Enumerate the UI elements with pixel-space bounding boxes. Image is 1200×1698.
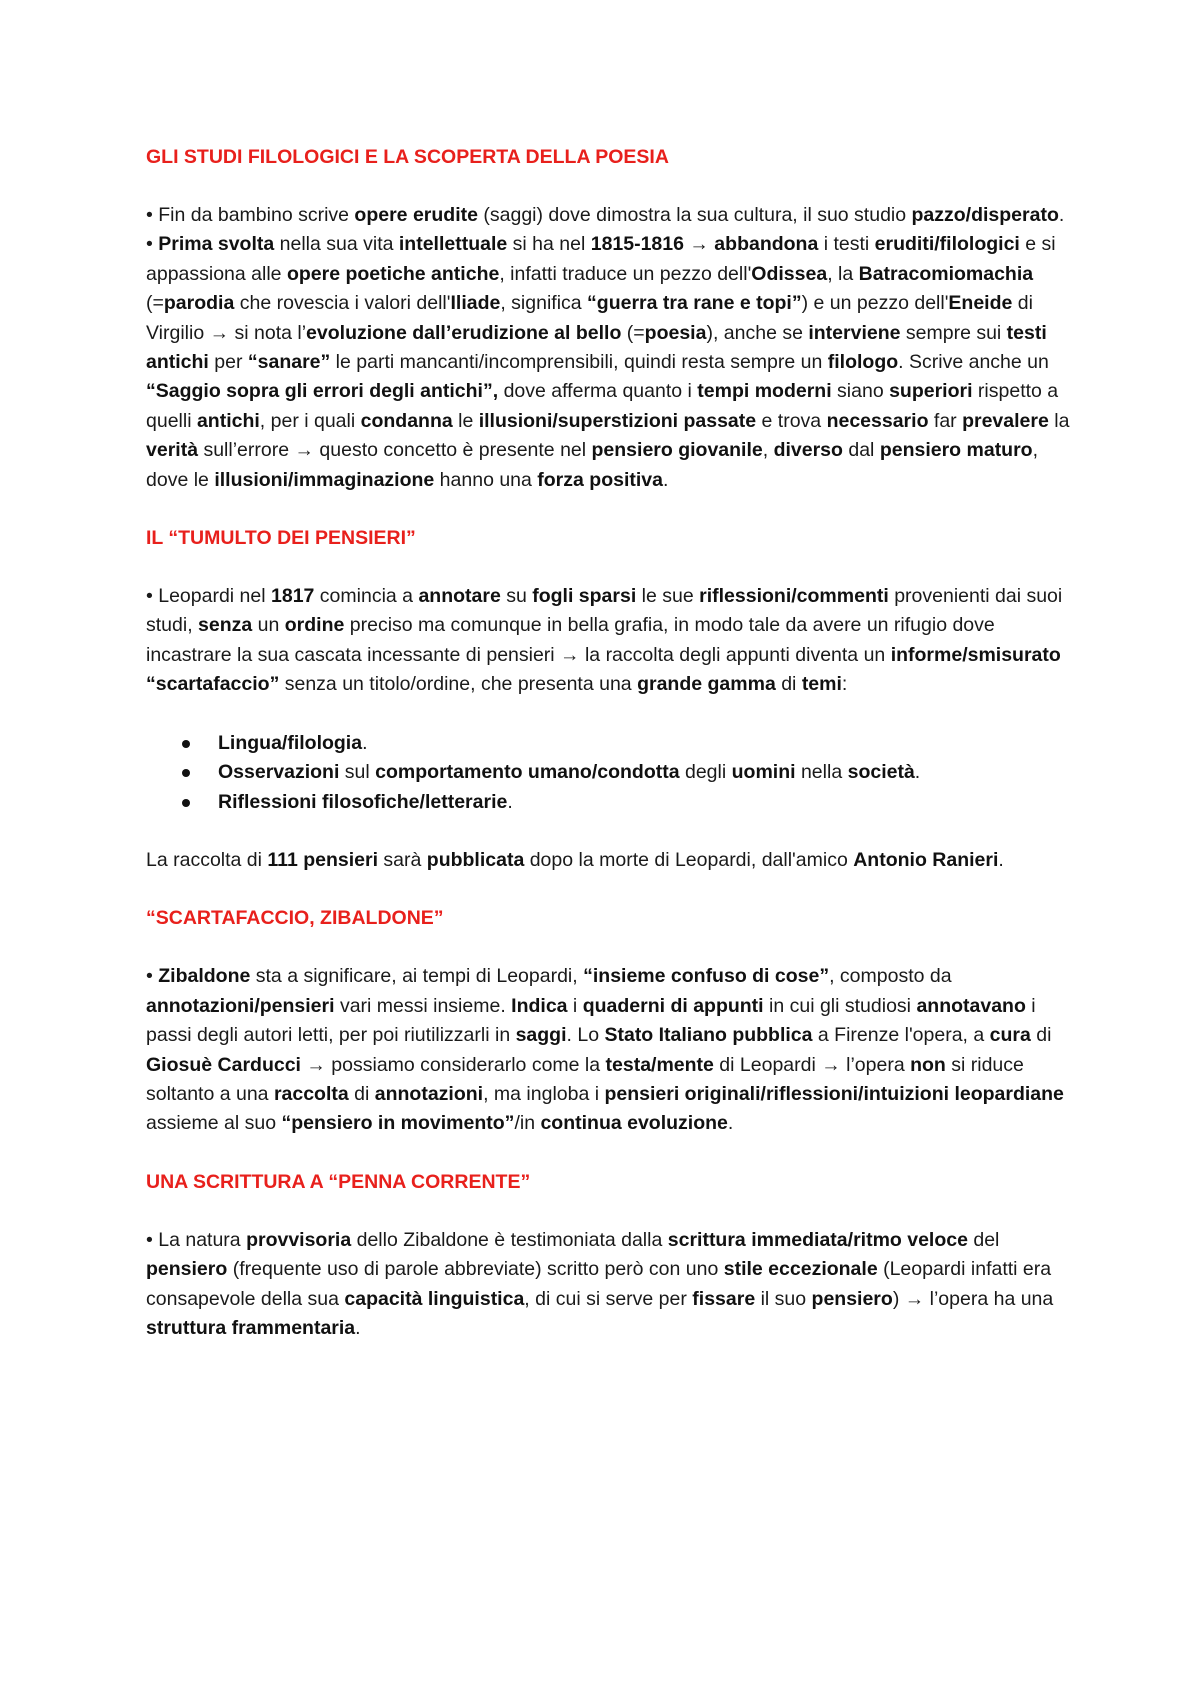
text-run: .: [727, 1112, 734, 1135]
bold-text: verità: [146, 439, 199, 462]
bold-text: intellettuale: [398, 233, 508, 256]
text-run: di: [348, 1082, 375, 1105]
list-item: [182, 788, 1080, 817]
text-run: siano: [831, 380, 890, 403]
text-run: (Leopardi infatti era consapevole della sua: [146, 1258, 1052, 1310]
text-run: . Lo: [566, 1024, 605, 1047]
bold-text: quaderni di appunti: [582, 994, 764, 1017]
text-run: (frequente uso di parole abbreviate) scritto però con uno: [227, 1258, 724, 1281]
list-item: [182, 758, 1080, 787]
spacer: [146, 817, 1080, 846]
bold-text: Iliade: [450, 292, 501, 315]
text-run: nella sua vita: [274, 233, 399, 256]
spacer: [146, 700, 1080, 729]
text-run: i: [567, 994, 583, 1017]
text-run: preciso ma comunque in bella grafia, in modo tale da avere un rifugio dove incastrare la sua cascata incessante di pensieri → la raccolta degli appunti diventa un: [146, 614, 995, 666]
bold-text: saggi: [515, 1024, 567, 1047]
bold-text: fissare: [692, 1287, 756, 1310]
text-run: far: [928, 409, 963, 432]
bold-text: pensiero: [146, 1258, 228, 1281]
bold-text: tempi moderni: [697, 380, 832, 403]
paragraph: [146, 230, 1080, 495]
bold-text: necessario: [826, 409, 929, 432]
text-run: , di cui si serve per: [524, 1287, 693, 1310]
bold-text: 1815-1816 → abbandona: [590, 233, 819, 256]
text-run: (saggi) dove dimostra la sua cultura, il suo studio: [477, 204, 912, 226]
bold-text: 111 pensieri: [267, 848, 378, 871]
text-run: (=: [621, 321, 645, 344]
bold-text: temi: [801, 673, 842, 696]
text-run: ,: [762, 439, 774, 462]
bold-text: forza positiva: [537, 468, 663, 491]
text-run: e trova: [756, 409, 827, 432]
text-run: , significa: [500, 292, 588, 315]
text-run: sempre sui: [900, 321, 1007, 344]
text-run: di Leopardi → l’opera: [713, 1053, 911, 1076]
text-run: .: [362, 731, 368, 754]
text-run: , ma ingloba i: [483, 1082, 605, 1105]
bold-text: pensiero maturo: [879, 439, 1033, 462]
bold-text: Stato Italiano pubblica: [604, 1024, 813, 1047]
text-run: le parti mancanti/incomprensibili, quindi resta sempre un: [330, 351, 828, 374]
bold-text: continua evoluzione: [540, 1112, 728, 1135]
bold-text: illusioni/immaginazione: [214, 468, 435, 491]
bold-text: pazzo/disperato: [911, 204, 1059, 226]
text-run: .: [507, 790, 513, 813]
bold-text: Zibaldone: [158, 965, 251, 988]
bullet-icon: [182, 799, 190, 807]
bold-text: poesia: [644, 321, 707, 344]
bold-text: interviene: [808, 321, 901, 344]
spacer: [146, 495, 1080, 524]
text-run: si ha nel: [507, 233, 591, 256]
text-run: senza un titolo/ordine, che presenta una: [279, 673, 638, 696]
bold-text: annotavano: [916, 994, 1026, 1017]
text-run: provenienti dai suoi studi,: [146, 585, 1063, 637]
bold-text: evoluzione dall’erudizione al bello: [306, 321, 622, 344]
paragraph: [146, 582, 1080, 700]
text-run: le sue: [636, 585, 700, 608]
spacer: [146, 1139, 1080, 1168]
bold-text: provvisoria: [246, 1228, 352, 1251]
paragraph: [146, 1226, 1080, 1344]
text-run: assieme al suo: [146, 1112, 282, 1135]
text-run: • La natura: [146, 1228, 247, 1251]
text-run: del: [967, 1228, 1000, 1251]
section-studi-filologici: [146, 143, 1080, 495]
bold-text: parodia: [163, 292, 235, 315]
text-run: , per i quali: [259, 409, 361, 432]
section-heading: GLI STUDI FILOLOGICI E LA SCOPERTA DELLA POESIA: [146, 146, 669, 168]
bold-text: ordine: [284, 614, 345, 637]
bold-text: senza: [198, 614, 253, 637]
bold-text: antichi: [196, 409, 260, 432]
text-run: , composto da: [829, 965, 952, 988]
text-run: •: [146, 233, 159, 256]
bold-text: prevalere: [962, 409, 1049, 432]
bold-text: superiori: [889, 380, 973, 403]
bold-text: società: [847, 761, 915, 784]
text-run: , infatti traduce un pezzo dell': [499, 262, 752, 285]
text-run: (=: [146, 292, 164, 315]
text-run: a Firenze l'opera, a: [812, 1024, 990, 1047]
bold-text: Antonio Ranieri: [853, 848, 999, 871]
bullet-icon: [182, 740, 190, 748]
text-run: dal: [842, 439, 880, 462]
bold-text: uomini: [731, 761, 796, 784]
bold-text: pensiero: [811, 1287, 893, 1310]
text-run: comincia a: [314, 585, 419, 608]
bold-text: pubblicata: [426, 848, 525, 871]
text-run: .: [914, 761, 921, 784]
section-heading: IL “TUMULTO DEI PENSIERI”: [146, 527, 416, 550]
text-run: dove afferma quanto i: [498, 380, 698, 403]
text-run: su: [500, 585, 533, 608]
spacer: [146, 1197, 1080, 1226]
bold-text: Lingua/filologia: [218, 731, 363, 754]
text-run: di: [775, 673, 802, 696]
text-run: . Scrive anche un: [898, 351, 1049, 374]
bold-text: fogli sparsi: [532, 585, 637, 608]
text-run: il suo: [755, 1287, 812, 1310]
bold-text: filologo: [827, 351, 899, 374]
text-run: • Leopardi nel: [146, 585, 271, 608]
bold-text: cura: [989, 1024, 1031, 1047]
bold-text: grande gamma: [637, 673, 776, 696]
bold-text: comportamento umano/condotta: [375, 761, 680, 784]
list-item: [182, 729, 1080, 758]
bold-text: Osservazioni: [218, 761, 340, 784]
spacer: [146, 553, 1080, 582]
bold-text: informe/smisurato “scartafaccio”: [146, 643, 1061, 696]
bold-text: riflessioni/commenti: [699, 585, 889, 608]
bold-text: pensieri originali/riflessioni/intuizioni leopardiane: [604, 1082, 1064, 1105]
bold-text: Eneide: [948, 292, 1013, 315]
bold-text: scrittura immediata/ritmo veloce: [667, 1228, 968, 1251]
bold-text: struttura frammentaria: [146, 1316, 356, 1339]
text-run: un: [252, 614, 285, 637]
text-run: • Fin da bambino scrive: [146, 204, 355, 226]
bold-text: “sanare”: [247, 351, 331, 374]
bold-text: annotazioni: [374, 1082, 484, 1105]
section-tumulto-pensieri: [146, 524, 1080, 875]
text-run: ) e un pezzo dell': [801, 292, 949, 315]
text-run: :: [841, 673, 848, 696]
list-item-text: [218, 761, 920, 783]
text-run: che rovescia i valori dell': [234, 292, 451, 315]
bold-text: “insieme confuso di cose”: [583, 965, 830, 988]
text-run: .: [998, 848, 1004, 871]
text-run: e si appassiona alle: [146, 233, 1056, 285]
paragraph: [146, 846, 1080, 875]
bold-text: diverso: [773, 439, 843, 462]
text-run: in cui gli studiosi: [763, 994, 917, 1017]
bold-text: Odissea: [751, 262, 828, 285]
text-run: , dove le: [146, 439, 1039, 491]
spacer: [146, 172, 1080, 201]
text-run: per: [208, 351, 248, 374]
list-item-text: [218, 791, 513, 813]
bold-text: capacità linguistica: [344, 1287, 525, 1310]
text-run: La raccolta di: [146, 848, 268, 871]
text-run: sull’errore → questo concetto è presente nel: [198, 439, 592, 462]
text-run: la: [1048, 409, 1070, 432]
bold-text: opere poetiche antiche: [286, 262, 500, 285]
bullet-icon: [182, 769, 190, 777]
spacer: [146, 933, 1080, 962]
bold-text: Giosuè Carducci: [146, 1053, 301, 1076]
text-run: i passi degli autori letti, per poi riutilizzarli in: [146, 994, 1036, 1047]
text-run: , la: [827, 262, 859, 285]
bold-text: “guerra tra rane e topi”: [587, 292, 802, 315]
bold-text: testi antichi: [146, 321, 1047, 374]
text-run: di Virgilio → si nota l’: [146, 292, 1033, 344]
text-run: di: [1030, 1024, 1052, 1047]
section-scartafaccio-zibaldone: [146, 904, 1080, 1138]
bold-text: opere erudite: [354, 204, 478, 226]
bold-text: 1817: [271, 585, 315, 608]
text-run: .: [662, 468, 669, 491]
text-run: rispetto a quelli: [146, 380, 1059, 432]
bold-text: annotazioni/pensieri: [146, 994, 335, 1017]
text-run: ) → l’opera ha una: [892, 1287, 1054, 1310]
text-run: sul: [339, 761, 376, 784]
text-run: i testi: [818, 233, 875, 256]
bold-text: testa/mente: [605, 1053, 714, 1076]
text-run: sta a significare, ai tempi di Leopardi,: [250, 965, 584, 988]
text-run: → possiamo considerarlo come la: [300, 1053, 606, 1076]
topic-list: [146, 729, 1080, 817]
text-run: /in: [514, 1112, 541, 1135]
text-run: ), anche se: [706, 321, 809, 344]
text-run: si riduce soltanto a una: [146, 1053, 1024, 1105]
bold-text: eruditi/filologici: [874, 233, 1020, 256]
bold-text: non: [910, 1053, 946, 1076]
bold-text: Indica: [511, 994, 568, 1017]
bold-text: Riflessioni filosofiche/letterarie: [218, 790, 508, 813]
text-run: .: [1058, 204, 1065, 226]
text-run: dopo la morte di Leopardi, dall'amico: [524, 848, 854, 871]
spacer: [146, 875, 1080, 904]
bold-text: Batracomiomachia: [858, 262, 1034, 285]
text-run: dello Zibaldone è testimoniata dalla: [351, 1228, 668, 1251]
paragraph: [146, 962, 1080, 1138]
paragraph: [146, 201, 1080, 230]
section-heading: UNA SCRITTURA A “PENNA CORRENTE”: [146, 1170, 531, 1193]
text-run: degli: [679, 761, 732, 784]
bold-text: stile eccezionale: [723, 1258, 878, 1281]
text-run: vari messi insieme.: [334, 994, 512, 1017]
text-run: sarà: [378, 848, 427, 871]
bold-text: Prima svolta: [158, 233, 275, 256]
text-run: .: [355, 1316, 361, 1339]
text-run: hanno una: [434, 468, 538, 491]
section-penna-corrente: [146, 1168, 1080, 1344]
bold-text: “Saggio sopra gli errori degli antichi”,: [146, 380, 499, 403]
bold-text: condanna: [360, 409, 453, 432]
bold-text: annotare: [418, 585, 501, 608]
bold-text: raccolta: [273, 1082, 349, 1105]
text-run: le: [452, 409, 479, 432]
bold-text: illusioni/superstizioni passate: [478, 409, 757, 432]
text-run: •: [146, 965, 159, 988]
text-run: nella: [795, 761, 848, 784]
bold-text: pensiero giovanile: [591, 439, 763, 462]
section-heading: “SCARTAFACCIO, ZIBALDONE”: [146, 907, 444, 930]
list-item-text: [218, 732, 368, 754]
bold-text: “pensiero in movimento”: [281, 1112, 515, 1135]
